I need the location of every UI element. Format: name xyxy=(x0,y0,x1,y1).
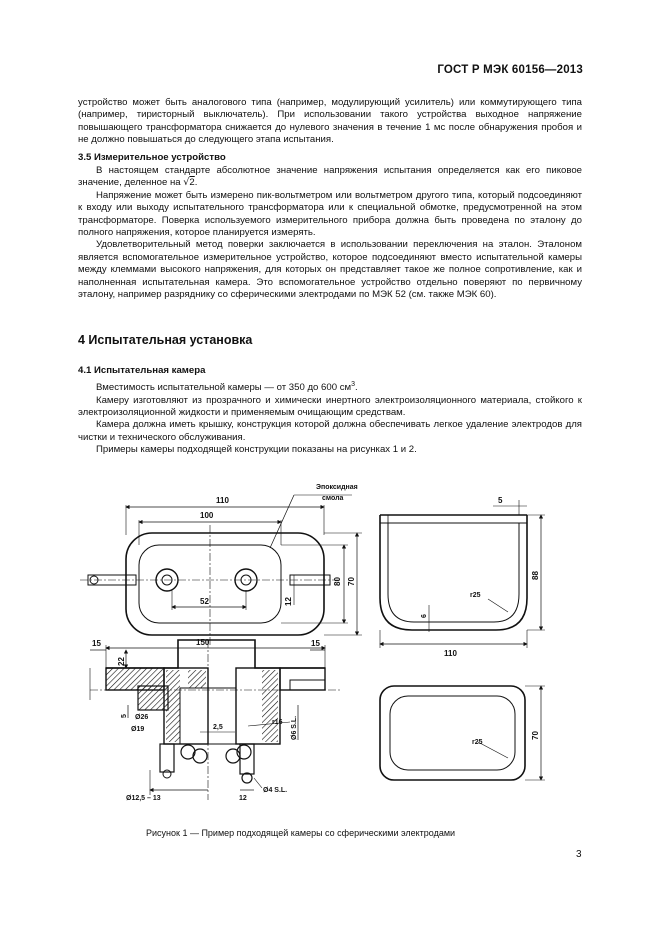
dim-12-5: Ø12,5 – 13 xyxy=(126,795,161,802)
label-resin-2: смола xyxy=(322,495,344,502)
dim-5-right: 5 xyxy=(498,496,503,505)
dim-6-sl: Ø6 S.L. xyxy=(291,715,298,740)
dim-70-left: 70 xyxy=(347,577,356,586)
label-resin-1: Эпоксидная xyxy=(316,484,358,491)
dim-2-5: 2,5 xyxy=(213,724,223,731)
para-3-5-3: Удовлетворительный метод поверки заключается в использовании переключения на эталон. Эталоном является вспомогательное измерительное устройство, которое подсоединяют вместо испытательной камеры между клеммами высокого напряжения, для которых он представляет такое же полное сопротивление, как и наполненная испытательная камера. Это вспомогательное устройство отдельно поверяют по первичному эталону, например разряднику со сферическими электродами по МЭК 52 (см. также МЭК 60). xyxy=(78,239,582,301)
dim-80: 80 xyxy=(333,577,342,586)
para-3-5-2: Напряжение может быть измерено пик-вольтметром или вольтметром другого типа, который подсоединяют к входу или выходу испытательного трансформатора или к специальной обмотке, предусмотренной на этом трансформаторе. Поверка используемого измерительного прибора должна быть проведена по эталону до полного напряжения, которое планируется измерять. xyxy=(78,189,582,239)
dim-100: 100 xyxy=(200,511,214,520)
dim-r25-top: r25 xyxy=(470,592,481,599)
top-view xyxy=(80,495,362,645)
dim-22: 22 xyxy=(117,657,126,666)
page-number: 3 xyxy=(576,849,582,860)
para-4-1-1: Вместимость испытательной камеры — от 350 до 600 $см^3$. xyxy=(96,381,358,394)
dim-12-bottom: 12 xyxy=(239,795,247,802)
dim-r25-bottom: r25 xyxy=(472,739,483,746)
dim-r16: r16 xyxy=(272,719,283,726)
para-3-5-1: В настоящем стандарте абсолютное значение напряжения испытания определяется как его пиковое значение, деленное на √2. xyxy=(78,165,582,189)
side-view xyxy=(380,500,545,648)
dim-19: Ø19 xyxy=(131,726,145,733)
bottom-view xyxy=(380,686,545,780)
dim-110-top: 110 xyxy=(216,496,229,505)
section-view xyxy=(90,640,340,800)
dim-15-right: 15 xyxy=(311,639,320,648)
dim-6-small: 6 xyxy=(421,614,428,618)
para-4-1-3: Камера должна иметь крышку, конструкция которой должна обеспечивать легкое удаление электродов для чистки и технического обслуживания. xyxy=(78,419,582,443)
dim-150: 150 xyxy=(196,638,210,647)
dim-5-left: 5 xyxy=(121,714,128,718)
section-3-5-title: 3.5 Измерительное устройство xyxy=(78,152,226,163)
dim-4-sl: Ø4 S.L. xyxy=(263,787,288,794)
para-4-1-4: Примеры камеры подходящей конструкции показаны на рисунках 1 и 2. xyxy=(96,444,417,456)
figure-caption: Рисунок 1 — Пример подходящей камеры со сферическими электродами xyxy=(146,828,456,838)
section-4-title: 4 Испытательная установка xyxy=(78,333,253,347)
dim-12-right: 12 xyxy=(284,597,293,606)
dim-110-right: 110 xyxy=(444,649,457,658)
dim-70-right: 70 xyxy=(531,731,540,740)
para-4-1-2: Камеру изготовляют из прозрачного и химически инертного электроизоляционного материала, стойкого к электроизоляционной жидкости и применяемым очищающим средствам. xyxy=(78,394,582,418)
dim-15-left: 15 xyxy=(92,639,101,648)
para-top: устройство может быть аналогового типа (например, модулирующий усилитель) или коммутирующего типа (например, тиристорный выключатель). При использовании такого устройства выходное напряжение повышающего трансформатора снижается до нулевого значения в течение 1 мс после обнаружения пробоя и не должно повышаться до следующего этапа испытания. xyxy=(78,97,582,146)
dim-26: Ø26 xyxy=(135,714,149,721)
section-4-1-title: 4.1 Испытательная камера xyxy=(78,365,206,376)
dim-52: 52 xyxy=(200,597,209,606)
page-header: ГОСТ Р МЭК 60156—2013 xyxy=(437,64,583,76)
dim-88: 88 xyxy=(531,571,540,580)
